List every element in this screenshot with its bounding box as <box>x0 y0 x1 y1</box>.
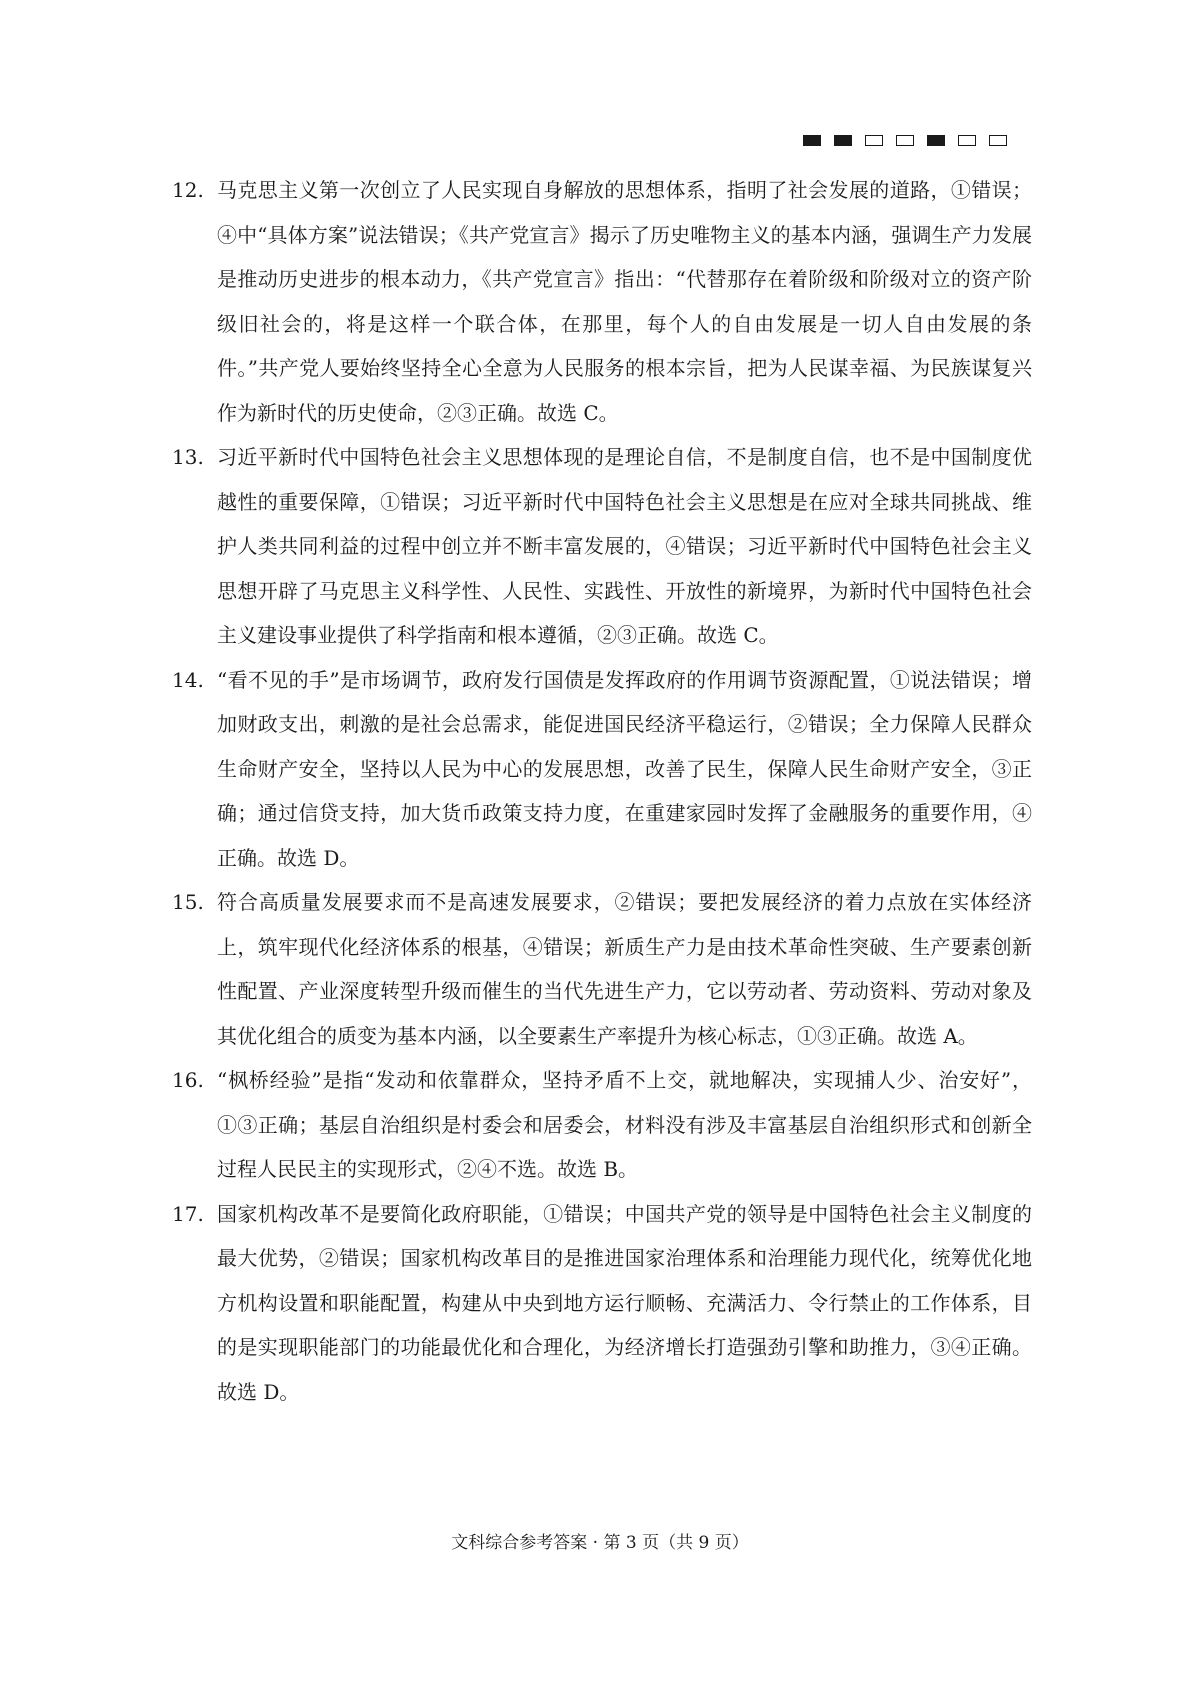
answer-number: 12. <box>172 178 204 202</box>
answer-item <box>172 1192 1032 1415</box>
answer-number: 15. <box>172 890 204 914</box>
answer-list <box>172 168 1032 1414</box>
header-mark <box>958 135 976 146</box>
answer-number: 17. <box>172 1201 204 1226</box>
answer-text: “枫桥经验”是指“发动和依靠群众，坚持矛盾不上交，就地解决，实现捕人少、治安好”，①③正确；基层自治组织是村委会和居委会，材料没有涉及丰富基层自治组织形式和创新全过程人民民主的实现形式，②④不选。故选 B。 <box>217 1068 1032 1181</box>
answer-item <box>172 658 1032 881</box>
header-mark <box>865 135 883 146</box>
header-marks <box>803 135 1007 146</box>
answer-item <box>172 880 1032 1058</box>
answer-text: 符合高质量发展要求而不是高速发展要求，②错误；要把发展经济的着力点放在实体经济上，筑牢现代化经济体系的根基，④错误；新质生产力是由技术革命性突破、生产要素创新性配置、产业深度转型升级而催生的当代先进生产力，它以劳动者、劳动资料、劳动对象及其优化组合的质变为基本内涵，以全要素生产率提升为核心标志，①③正确。故选 A。 <box>217 890 1032 1048</box>
answer-text: 马克思主义第一次创立了人民实现自身解放的思想体系，指明了社会发展的道路，①错误；④中“具体方案”说法错误；《共产党宣言》揭示了历史唯物主义的基本内涵，强调生产力发展是推动历史进步的根本动力，《共产党宣言》指出：“代替那存在着阶级和阶级对立的资产阶级旧社会的，将是这样一个联合体，在那里，每个人的自由发展是一切人自由发展的条件。”共产党人要始终坚持全心全意为人民服务的根本宗旨，把为人民谋幸福、为民族谋复兴作为新时代的历史使命，②③正确。故选 C。 <box>217 178 1032 425</box>
answer-item <box>172 435 1032 658</box>
answer-number: 13. <box>172 445 204 469</box>
answer-item <box>172 168 1032 435</box>
header-mark <box>989 135 1007 146</box>
answer-item <box>172 1058 1032 1192</box>
answer-number: 14. <box>172 667 204 692</box>
header-mark <box>896 135 914 146</box>
header-mark <box>927 135 945 146</box>
answer-text: 国家机构改革不是要简化政府职能，①错误；中国共产党的领导是中国特色社会主义制度的最大优势，②错误；国家机构改革目的是推进国家治理体系和治理能力现代化，统筹优化地方机构设置和职能配置，构建从中央到地方运行顺畅、充满活力、令行禁止的工作体系，目的是实现职能部门的功能最优化和合理化，为经济增长打造强劲引擎和助推力，③④正确。故选 D。 <box>217 1201 1032 1404</box>
page-footer: 文科综合参考答案 · 第 3 页（共 9 页） <box>451 1533 749 1553</box>
header-mark <box>834 135 852 146</box>
answer-text: “看不见的手”是市场调节，政府发行国债是发挥政府的作用调节资源配置，①说法错误；增加财政支出，刺激的是社会总需求，能促进国民经济平稳运行，②错误；全力保障人民群众生命财产安全，坚持以人民为中心的发展思想，改善了民生，保障人民生命财产安全，③正确；通过信贷支持，加大货币政策支持力度，在重建家园时发挥了金融服务的重要作用，④正确。故选 D。 <box>217 667 1032 870</box>
answer-text: 习近平新时代中国特色社会主义思想体现的是理论自信，不是制度自信，也不是中国制度优越性的重要保障，①错误；习近平新时代中国特色社会主义思想是在应对全球共同挑战、维护人类共同利益的过程中创立并不断丰富发展的，④错误；习近平新时代中国特色社会主义思想开辟了马克思主义科学性、人民性、实践性、开放性的新境界，为新时代中国特色社会主义建设事业提供了科学指南和根本遵循，②③正确。故选 C。 <box>217 445 1032 647</box>
answer-number: 16. <box>172 1068 204 1092</box>
header-mark <box>803 135 821 146</box>
